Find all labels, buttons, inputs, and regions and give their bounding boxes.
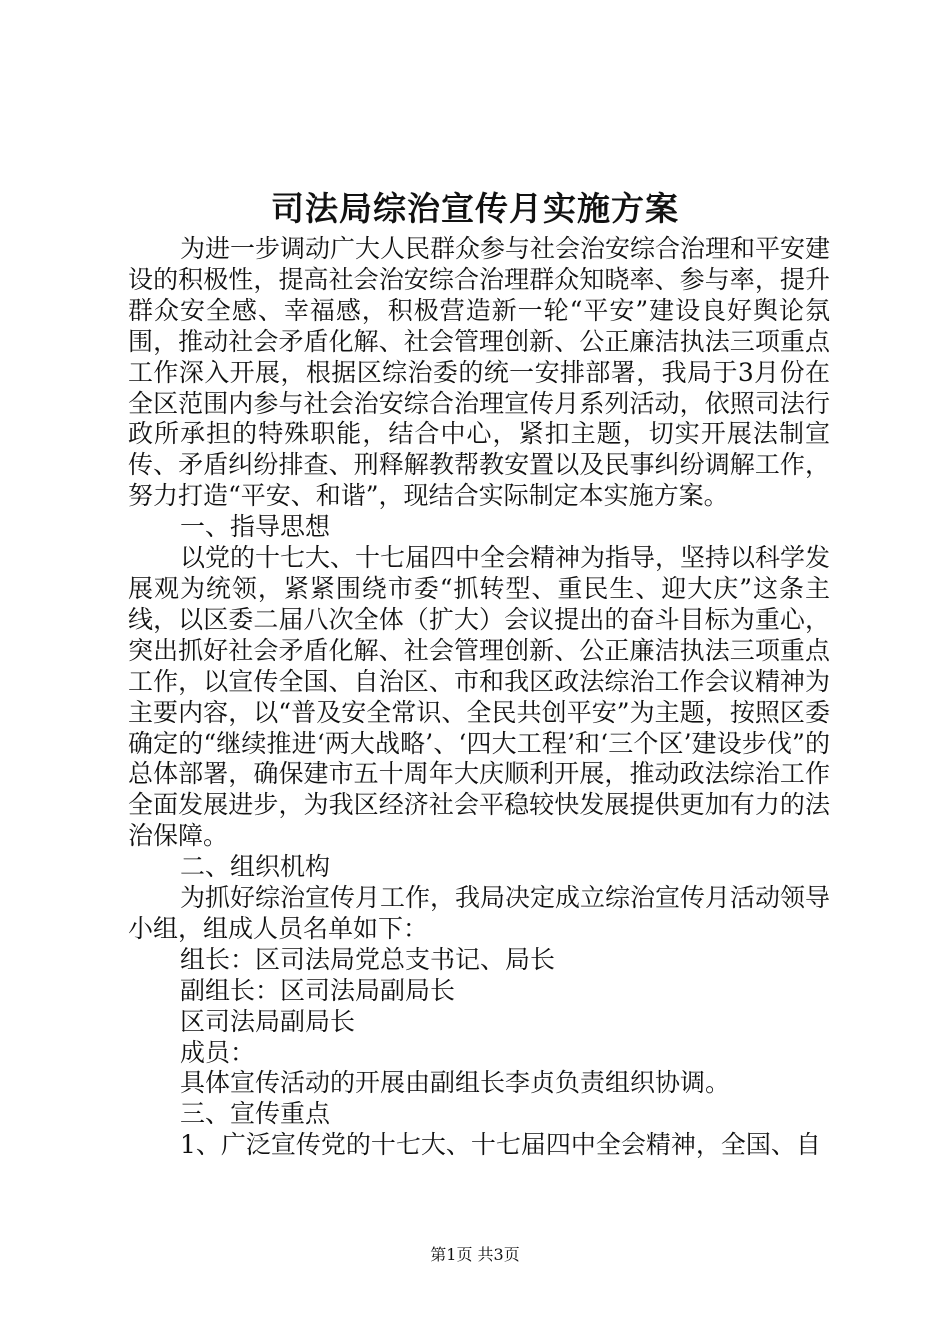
deputy-leader-line-2: 区司法局副局长 (180, 1006, 356, 1036)
section-heading-organization: 二、组织机构 (180, 852, 331, 882)
coordination-line: 具体宣传活动的开展由副组长李贞负责组织协调。 (180, 1068, 731, 1098)
document-body (128, 234, 830, 1161)
section-heading-guiding-ideology: 一、指导思想 (180, 512, 331, 542)
members-line: 成员： (180, 1037, 256, 1067)
deputy-leader-line: 副组长：区司法局副局长 (180, 975, 456, 1005)
guiding-ideology-paragraph: 以党的十七大、十七届四中全会精神为指导，坚持以科学发展观为统领，紧紧围绕市委“抓转型、重民生、迎大庆”这条主线，以区委二届八次全体（扩大）会议提出的奋斗目标为重心，突出抓好社会矛盾化解、社会管理创新、公正廉洁执法三项重点工作，以宣传全国、自治区、市和我区政法综治工作会议精神为主要内容，以“普及安全常识、全民共创平安”为主题，按照区委确定的“继续推进‘两大战略’、‘四大工程’和‘三个区’建设步伐”的总体部署，确保建市五十周年大庆顺利开展，推动政法综治工作全面发展进步，为我区经济社会平稳较快发展提供更加有力的法治保障。 (128, 543, 831, 851)
page-number: 第1页 共3页 (430, 1245, 520, 1264)
publicity-focus-item-1: 1、广泛宣传党的十七大、十七届四中全会精神，全国、自 (180, 1130, 821, 1160)
document-title: 司法局综治宣传月实施方案 (271, 189, 679, 228)
team-leader-line: 组长：区司法局党总支书记、局长 (180, 944, 556, 974)
section-heading-publicity-focus: 三、宣传重点 (180, 1099, 331, 1129)
intro-paragraph: 为进一步调动广大人民群众参与社会治安综合治理和平安建设的积极性，提高社会治安综合治理群众知晓率、参与率，提升群众安全感、幸福感，积极营造新一轮“平安”建设良好舆论氛围，推动社会矛盾化解、社会管理创新、公正廉洁执法三项重点工作深入开展，根据区综治委的统一安排部署，我局于3月份在全区范围内参与社会治安综合治理宣传月系列活动，依照司法行政所承担的特殊职能，结合中心，紧扣主题，切实开展法制宣传、矛盾纠纷排查、刑释解教帮教安置以及民事纠纷调解工作，努力打造“平安、和谐”，现结合实际制定本实施方案。 (128, 234, 831, 511)
organization-paragraph: 为抓好综治宣传月工作，我局决定成立综治宣传月活动领导小组，组成人员名单如下： (128, 883, 831, 943)
